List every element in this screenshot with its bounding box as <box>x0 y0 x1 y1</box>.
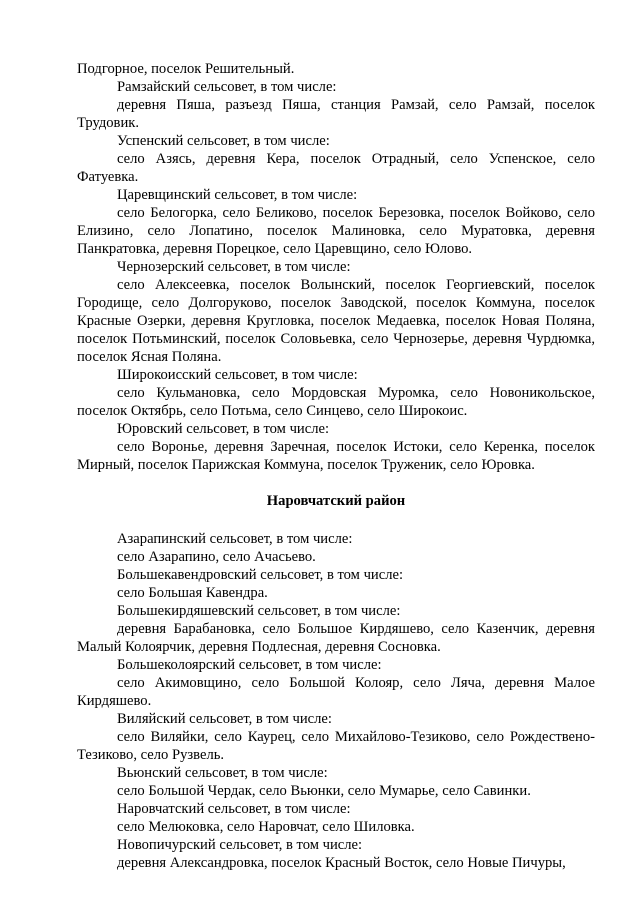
section-heading: Наровчатский район <box>266 493 406 509</box>
text-paragraph: деревня Барабановка, село Большое Кирдяшево, село Казенчик, деревня Малый Колоярчик, деревня Подлесная, деревня Сосновка. <box>77 621 595 655</box>
text-paragraph: Рамзайский сельсовет, в том числе: <box>117 79 337 95</box>
text-paragraph: село Мелюковка, село Наровчат, село Шиловка. <box>117 819 415 835</box>
text-paragraph: село Большая Кавендра. <box>117 585 268 601</box>
text-paragraph: Большекавендровский сельсовет, в том числе: <box>117 567 404 583</box>
text-paragraph: Широкоисский сельсовет, в том числе: <box>117 367 358 383</box>
text-paragraph: Чернозерский сельсовет, в том числе: <box>117 259 351 275</box>
text-paragraph: Виляйский сельсовет, в том числе: <box>117 711 332 727</box>
text-paragraph: Большекирдяшевский сельсовет, в том числе: <box>117 603 401 619</box>
text-paragraph: село Алексеевка, поселок Волынский, поселок Георгиевский, поселок Городище, село Долгоруково, поселок Заводской, поселок Коммуна, поселок Красные Озерки, деревня Кругловка, поселок Медаевка, поселок Новая Поляна, поселок Потьминский, поселок Соловьевка, село Чернозерье, деревня Чурдюмка, поселок Ясная Поляна. <box>77 277 595 365</box>
document-page <box>77 60 595 872</box>
text-paragraph: Успенский сельсовет, в том числе: <box>117 133 330 149</box>
text-paragraph: село Акимовщино, село Большой Колояр, село Ляча, деревня Малое Кирдяшево. <box>77 675 595 709</box>
text-paragraph: деревня Александровка, поселок Красный Восток, село Новые Пичуры, <box>117 855 566 871</box>
text-paragraph: деревня Пяша, разъезд Пяша, станция Рамзай, село Рамзай, поселок Трудовик. <box>77 97 595 131</box>
text-paragraph: Царевщинский сельсовет, в том числе: <box>117 187 358 203</box>
text-paragraph: Наровчатский сельсовет, в том числе: <box>117 801 351 817</box>
text-paragraph: Подгорное, поселок Решительный. <box>77 61 295 77</box>
text-paragraph: Большеколоярский сельсовет, в том числе: <box>117 657 382 673</box>
text-paragraph: Новопичурский сельсовет, в том числе: <box>117 837 363 853</box>
text-paragraph: село Большой Чердак, село Вьюнки, село Мумарье, село Савинки. <box>117 783 531 799</box>
text-paragraph: Юровский сельсовет, в том числе: <box>117 421 330 437</box>
text-paragraph: село Кульмановка, село Мордовская Муромка, село Новоникольское, поселок Октябрь, село Потьма, село Синцево, село Широкоис. <box>77 385 595 419</box>
text-paragraph: Вьюнский сельсовет, в том числе: <box>117 765 328 781</box>
text-paragraph: село Белогорка, село Беликово, поселок Березовка, поселок Войково, село Елизино, село Лопатино, поселок Малиновка, село Муратовка, деревня Панкратовка, деревня Порецкое, село Царевщино, село Юлово. <box>77 205 595 257</box>
text-paragraph: село Виляйки, село Каурец, село Михайлово-Тезиково, село Рождествено-Тезиково, село Рузвель. <box>77 729 595 763</box>
text-paragraph: село Азарапино, село Ачасьево. <box>117 549 316 565</box>
text-paragraph: Азарапинский сельсовет, в том числе: <box>117 531 353 547</box>
text-paragraph: село Воронье, деревня Заречная, поселок Истоки, село Керенка, поселок Мирный, поселок Парижская Коммуна, поселок Труженик, село Юровка. <box>77 439 595 473</box>
text-paragraph: село Азясь, деревня Кера, поселок Отрадный, село Успенское, село Фатуевка. <box>77 151 595 185</box>
